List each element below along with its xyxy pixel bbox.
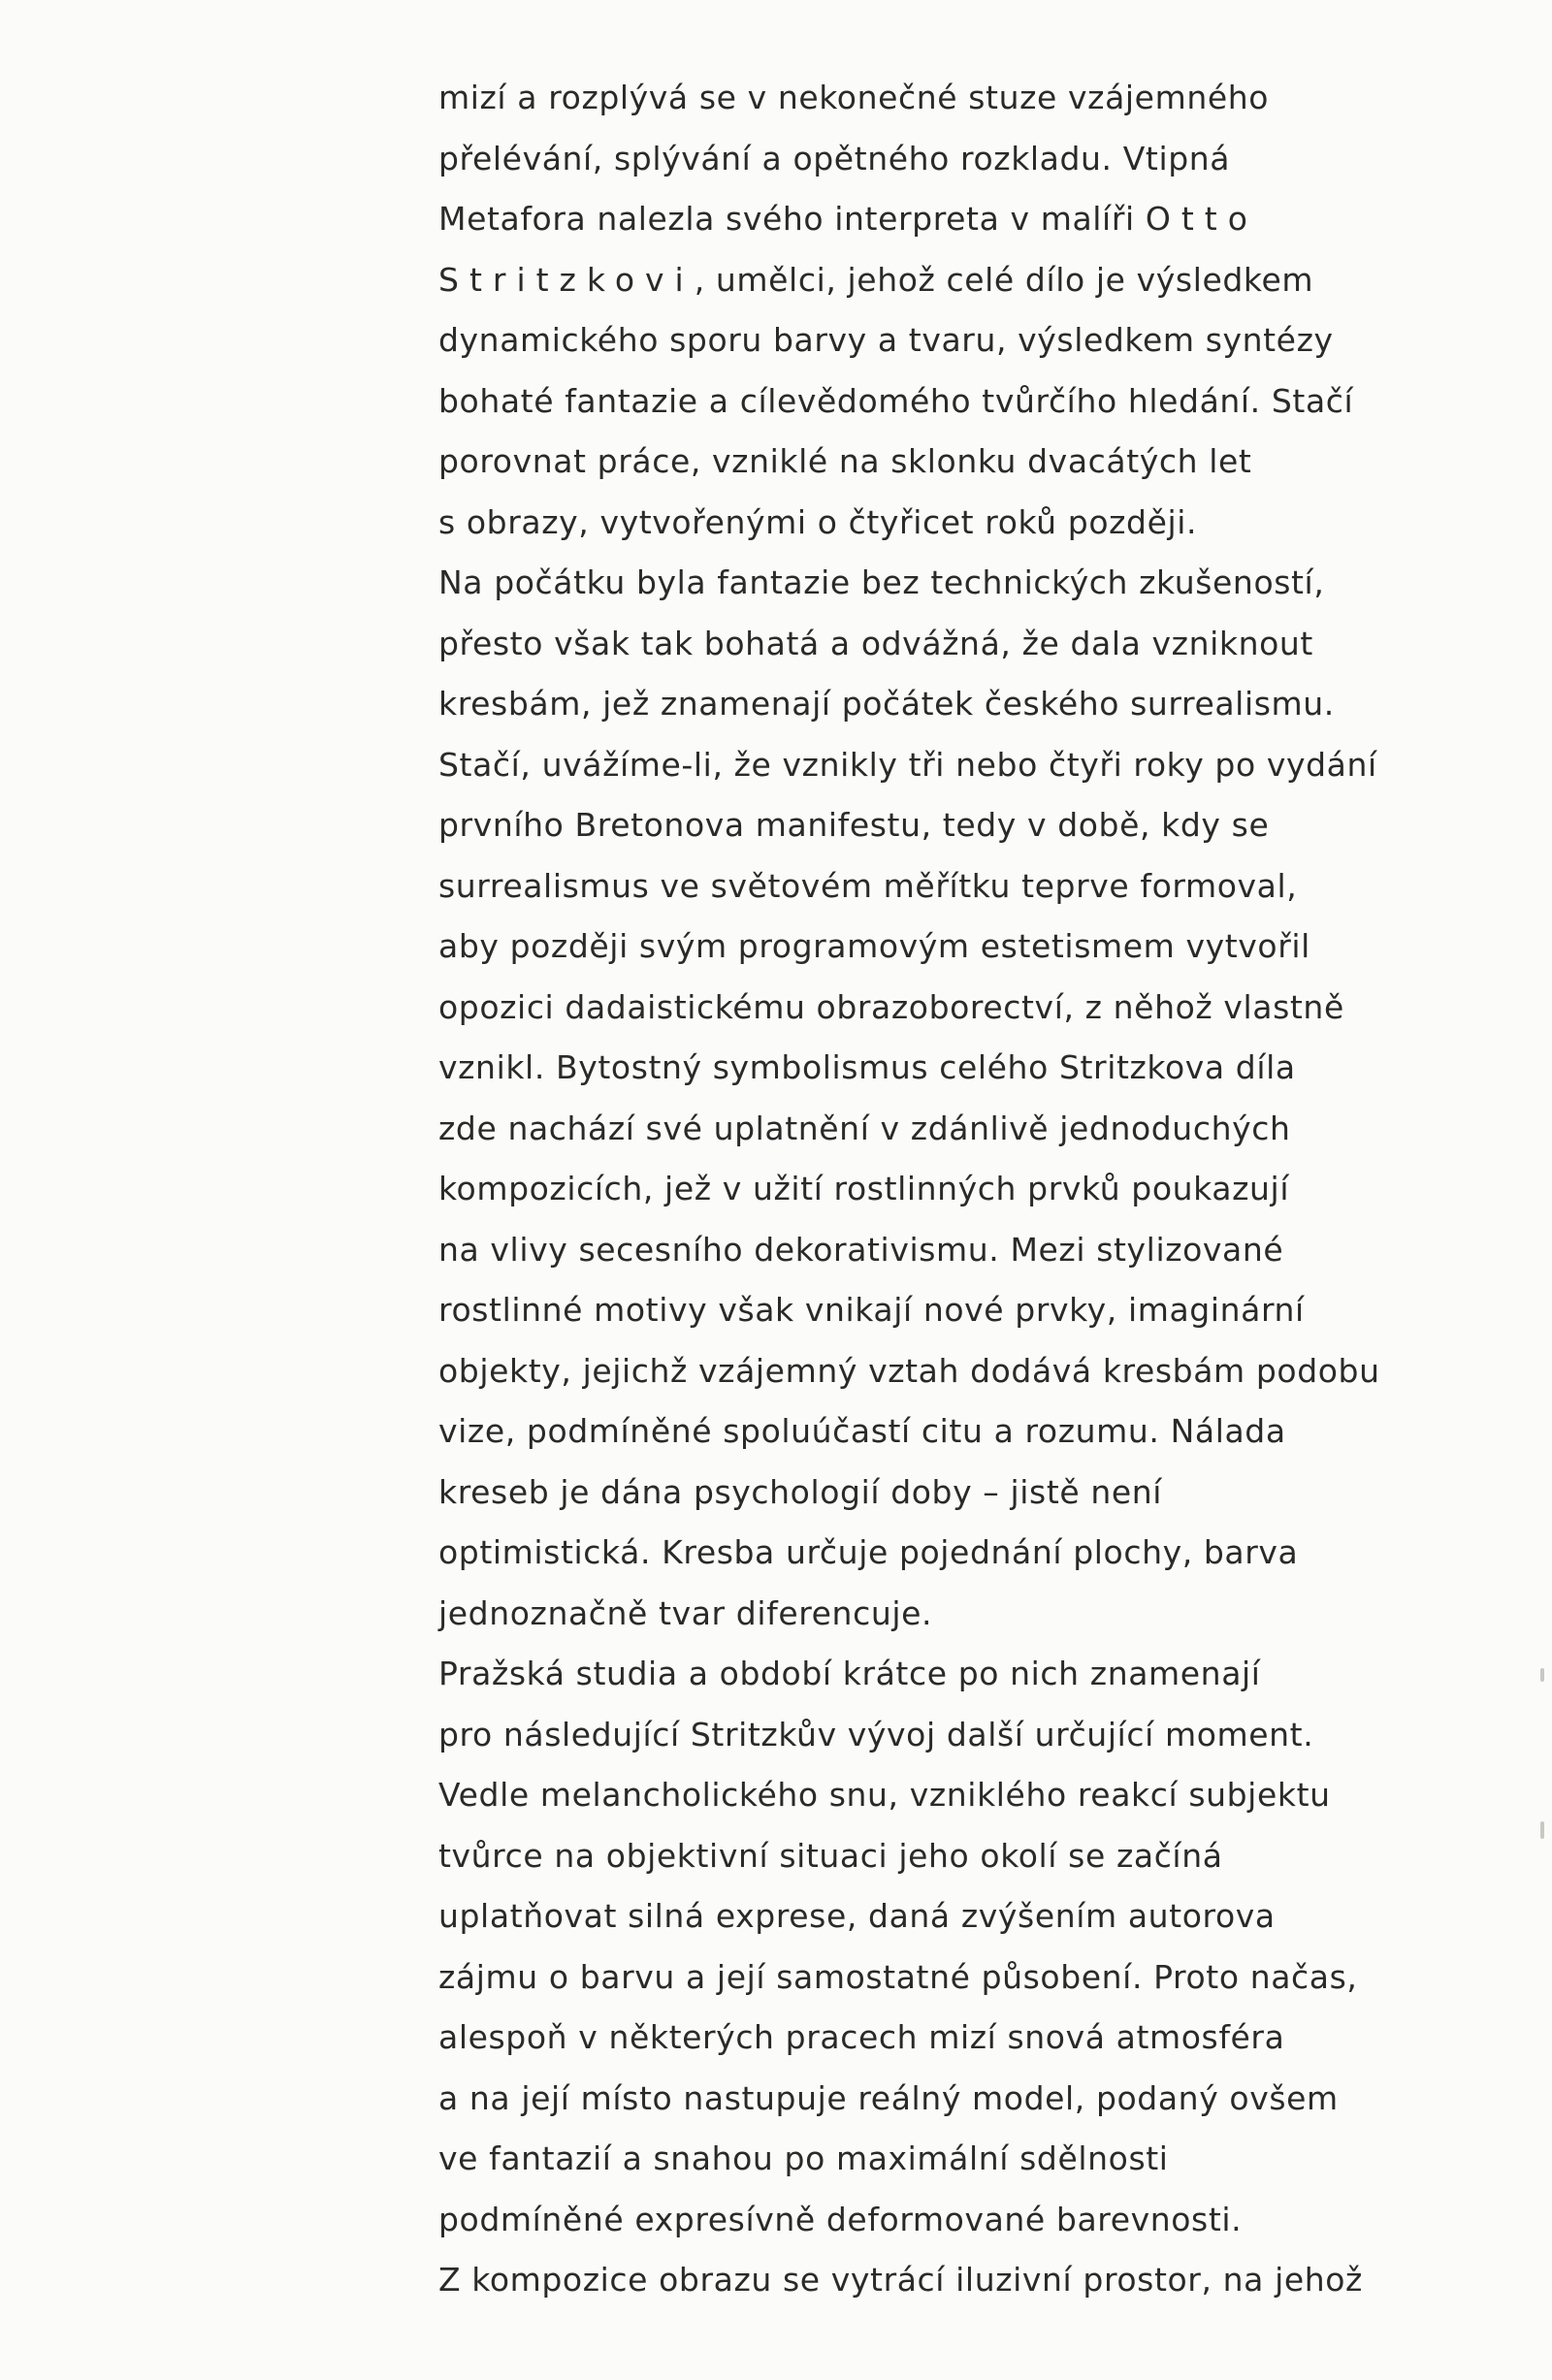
text-line: zájmu o barvu a její samostatné působení. Proto načas, [438, 1957, 1358, 1996]
body-text [438, 68, 1486, 2311]
text-line: zde nachází své uplatnění v zdánlivě jednoduchých [438, 1109, 1291, 1147]
text-line: prvního Bretonova manifestu, tedy v době, kdy se [438, 806, 1270, 844]
text-line: a na její místo nastupuje reálný model, podaný ovšem [438, 2078, 1339, 2117]
page-edge-mark [1540, 1821, 1544, 1839]
text-line: podmíněné expresívně deformované barevnosti. [438, 2200, 1243, 2238]
text-line: surrealismus ve světovém měřítku teprve formoval, [438, 866, 1298, 905]
text-line: na vlivy secesního dekorativismu. Mezi stylizované [438, 1230, 1284, 1269]
text-line: opozici dadaistickému obrazoborectví, z něhož vlastně [438, 987, 1344, 1026]
text-line [438, 189, 1486, 250]
text-line: ve fantazií a snahou po maximální sdělnosti [438, 2139, 1169, 2177]
text-line: vznikl. Bytostný symbolismus celého Stritzkova díla [438, 1048, 1296, 1086]
text-line: vize, podmíněné spoluúčastí citu a rozumu. Nálada [438, 1412, 1286, 1450]
text-line: Stačí, uvážíme-li, že vznikly tři nebo čtyři roky po vydání [438, 745, 1377, 784]
text-line: s obrazy, vytvořenými o čtyřicet roků později. [438, 502, 1198, 541]
text-line: kresbám, jež znamenají počátek českého surrealismu. [438, 685, 1335, 723]
text-line: mizí a rozplývá se v nekonečné stuze vzájemného [438, 79, 1270, 116]
text-line: tvůrce na objektivní situaci jeho okolí se začíná [438, 1836, 1223, 1875]
text-line-prefix: Metafora nalezla svého interpreta v malíři [438, 200, 1146, 238]
text-line: aby později svým programovým estetismem vytvořil [438, 927, 1310, 965]
text-line: optimistická. Kresba určuje pojednání plochy, barva [438, 1533, 1299, 1571]
text-line: přesto však tak bohatá a odvážná, že dala vzniknout [438, 624, 1313, 662]
text-line [438, 250, 1486, 311]
text-line: kompozicích, jež v užití rostlinných prvků poukazují [438, 1170, 1290, 1207]
text-line: objekty, jejichž vzájemný vztah dodává kresbám podobu [438, 1351, 1380, 1390]
text-line: uplatňovat silná exprese, daná zvýšením autorova [438, 1897, 1276, 1935]
text-line: Vedle melancholického snu, vzniklého reakcí subjektu [438, 1776, 1331, 1814]
spaced-name-otto: Otto [1145, 200, 1258, 238]
text-line: přelévání, splývání a opětného rozkladu. Vtipná [438, 139, 1231, 177]
text-line: kreseb je dána psychologií doby – jistě není [438, 1472, 1163, 1511]
text-line: alespoň v některých pracech mizí snová atmosféra [438, 2018, 1285, 2056]
text-line: porovnat práce, vzniklé na sklonku dvacátých let [438, 442, 1252, 480]
text-line: Z kompozice obrazu se vytrácí iluzivní prostor, na jehož [438, 2261, 1363, 2299]
text-line: Pražská studia a období krátce po nich znamenají [438, 1655, 1261, 1692]
text-line: bohaté fantazie a cílevědomého tvůrčího hledání. Stačí [438, 381, 1354, 420]
spaced-name-stritzkovi: Stritzkovi [438, 260, 695, 299]
text-line-suffix: , umělci, jehož celé dílo je výsledkem [694, 260, 1314, 299]
text-line: dynamického sporu barvy a tvaru, výsledkem syntézy [438, 321, 1334, 359]
page-edge-mark [1540, 1668, 1544, 1682]
text-line: pro následující Stritzkův vývoj další určující moment. [438, 1715, 1314, 1753]
text-line: Na počátku byla fantazie bez technických zkušeností, [438, 563, 1325, 601]
text-line: jednoznačně tvar diferencuje. [438, 1593, 933, 1632]
text-line: rostlinné motivy však vnikají nové prvky, imaginární [438, 1291, 1305, 1329]
